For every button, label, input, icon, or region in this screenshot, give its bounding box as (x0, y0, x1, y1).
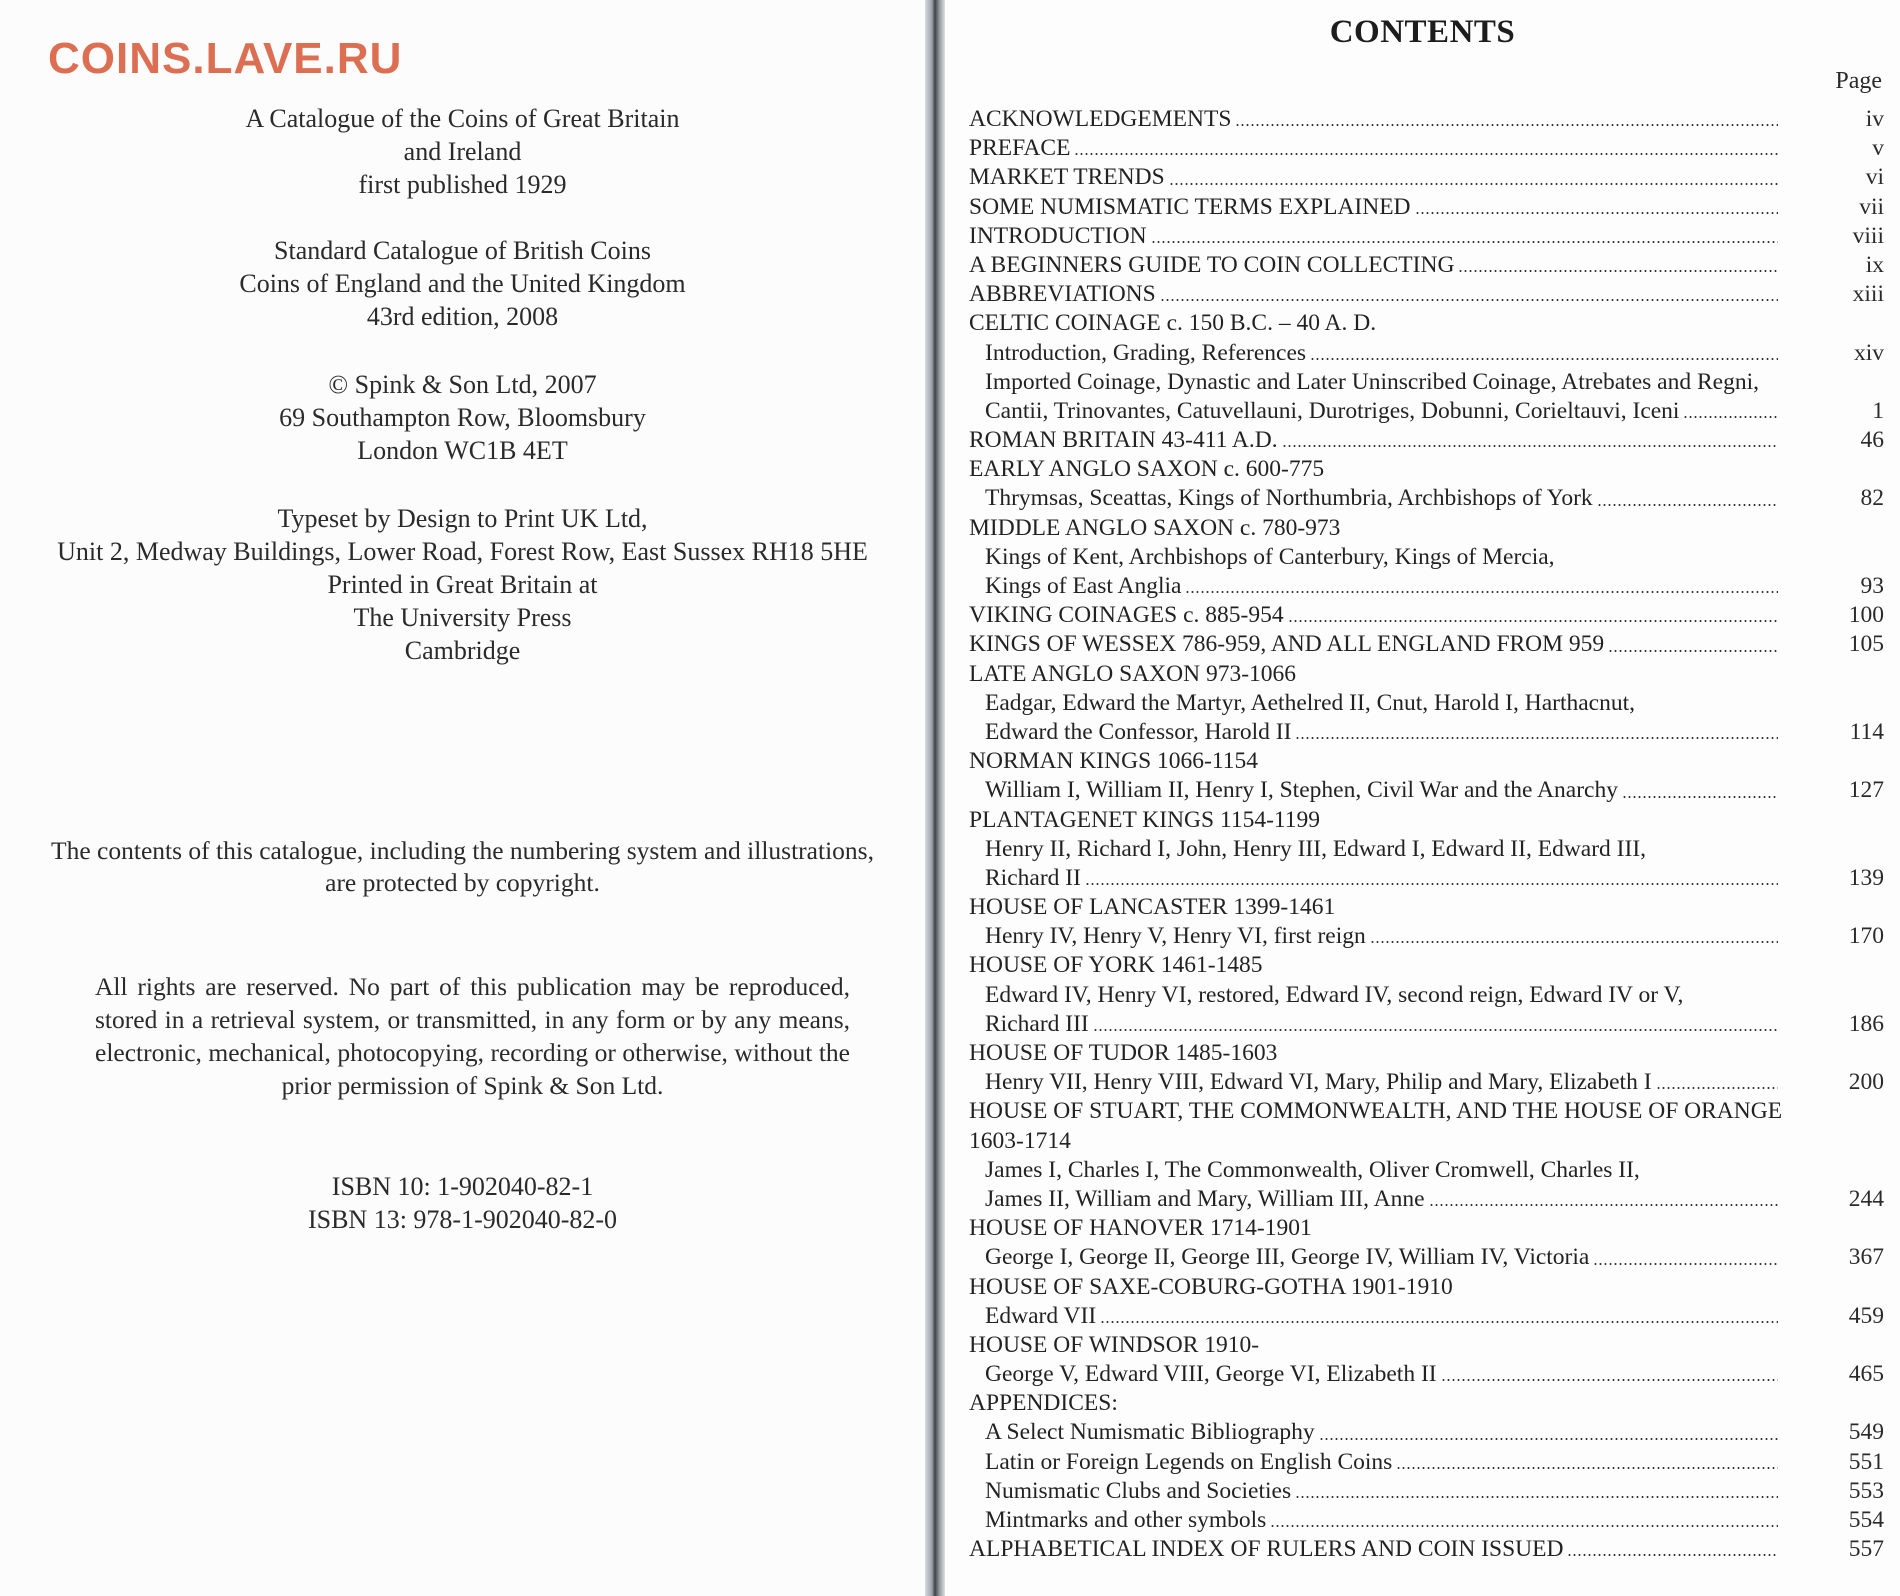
dot-leader (1441, 1378, 1778, 1382)
entry-title: CELTIC COINAGE c. 150 B.C. – 40 A. D. (969, 310, 1377, 337)
entry-title: Eadgar, Edward the Martyr, Aethelred II, Cnut, Harold I, Harthacnut, (985, 689, 1636, 716)
contents-title: CONTENTS (1329, 14, 1516, 50)
entry-title: Imported Coinage, Dynastic and Later Uninscribed Coinage, Atrebates and Regni, (985, 368, 1759, 395)
entry-line (969, 747, 1780, 776)
entry-page-number: vi (1865, 164, 1884, 191)
contents-subentry (969, 981, 1884, 1010)
entry-title: Richard III (985, 1010, 1089, 1037)
entry-page-number: viii (1852, 222, 1884, 249)
edition-line: Standard Catalogue of British Coins (274, 236, 651, 265)
dot-leader (1100, 1320, 1778, 1324)
contents-subentry (969, 1068, 1884, 1097)
contents-entry (969, 222, 1884, 251)
entry-line (985, 1156, 1780, 1185)
contents-entry (969, 1389, 1884, 1418)
entry-line (969, 1097, 1783, 1126)
right-page (945, 0, 1900, 1596)
entry-page-number: 1 (1872, 397, 1884, 424)
dot-leader (1093, 1028, 1778, 1032)
page-column-header: Page (1835, 68, 1882, 94)
entry-page-number: 465 (1848, 1361, 1884, 1388)
entry-line (969, 806, 1780, 835)
contents-subentry (969, 1010, 1884, 1039)
entry-line (969, 1273, 1780, 1302)
entry-page-number: 553 (1848, 1477, 1884, 1504)
contents-subentry (969, 1448, 1884, 1477)
edition-line: Coins of England and the United Kingdom (239, 269, 686, 298)
isbn-10: ISBN 10: 1-902040-82-1 (331, 1172, 594, 1201)
contents-entry (969, 806, 1884, 835)
entry-page-number: v (1872, 135, 1884, 162)
entry-page-number: xiii (1852, 281, 1884, 308)
entry-line (969, 660, 1780, 689)
contents-entry (969, 514, 1884, 543)
entry-line (969, 1389, 1780, 1418)
contents-subentry (969, 1506, 1884, 1535)
entry-page-number: 139 (1848, 864, 1884, 891)
entry-line (985, 718, 1780, 747)
contents-subentry (969, 572, 1884, 601)
entry-line (969, 105, 1780, 134)
contents-subentry (969, 689, 1884, 718)
printer-line: Typeset by Design to Print UK Ltd, (277, 504, 648, 533)
dot-leader (1295, 1495, 1778, 1499)
dot-leader (1593, 1262, 1778, 1266)
entry-title: INTRODUCTION (969, 222, 1147, 249)
dot-leader (1295, 736, 1778, 740)
dot-leader (1169, 182, 1778, 186)
contents-subentry (969, 835, 1884, 864)
entry-page-number: 93 (1860, 573, 1884, 599)
entry-line (969, 1331, 1780, 1360)
entry-page-number: 551 (1848, 1448, 1884, 1475)
entry-title: Richard II (985, 864, 1081, 891)
entry-title: MARKET TRENDS (969, 164, 1165, 191)
dot-leader (1160, 298, 1778, 302)
entry-page-number: 170 (1848, 923, 1884, 950)
entry-line (969, 251, 1780, 280)
contents-entry (969, 1214, 1884, 1243)
entry-line (985, 397, 1780, 426)
entry-title: ROMAN BRITAIN 43-411 A.D. (969, 427, 1278, 454)
contents-entry (969, 1039, 1884, 1068)
contents-entry (969, 1331, 1884, 1360)
entry-page-number: 244 (1848, 1185, 1884, 1212)
contents-subentry (969, 1185, 1884, 1214)
entry-page-number: iv (1865, 106, 1884, 132)
entry-line (985, 368, 1780, 397)
dot-leader (1597, 503, 1778, 507)
entry-page-number: 367 (1848, 1244, 1884, 1271)
entry-title: APPENDICES: (969, 1390, 1118, 1417)
entry-page-number: 100 (1848, 602, 1884, 629)
entry-title: Thrymsas, Sceattas, Kings of Northumbria, Archbishops of York (985, 485, 1593, 512)
publisher-info (0, 368, 925, 467)
edition-line: 43rd edition, 2008 (366, 302, 559, 331)
entry-title: Cantii, Trinovantes, Catuvellauni, Durotriges, Dobunni, Corieltauvi, Iceni (985, 397, 1680, 424)
dot-leader (1310, 357, 1778, 361)
contents-subentry (969, 397, 1884, 426)
contents-entry (969, 455, 1884, 484)
entry-line (969, 630, 1780, 659)
contents-entry (969, 105, 1884, 134)
contents-entry (969, 1127, 1884, 1156)
entry-line (985, 543, 1780, 572)
dot-leader (1683, 415, 1778, 419)
contents-entry (969, 630, 1884, 659)
entry-line (985, 689, 1780, 718)
dot-leader (1282, 444, 1778, 448)
entry-title: Kings of Kent, Archbishops of Canterbury, Kings of Mercia, (985, 543, 1555, 570)
entry-title: Henry VII, Henry VIII, Edward VI, Mary, Philip and Mary, Elizabeth I (985, 1069, 1652, 1096)
dot-leader (1270, 1524, 1778, 1528)
entry-line (985, 1243, 1780, 1272)
contents-entry (969, 893, 1884, 922)
contents-entry (969, 601, 1884, 630)
entry-page-number: 105 (1848, 631, 1884, 658)
contents-entry (969, 134, 1884, 163)
entry-title: 1603-1714 (969, 1127, 1071, 1154)
entry-title: Kings of East Anglia (985, 573, 1182, 599)
entry-page-number: 459 (1848, 1302, 1884, 1329)
dot-leader (1085, 882, 1778, 886)
copyright-line: are protected by copyright. (325, 868, 600, 897)
contents-subentry (969, 484, 1884, 513)
catalogue-line: A Catalogue of the Coins of Great Britain (245, 104, 680, 133)
contents-subentry (969, 1302, 1884, 1331)
publisher-line: 69 Southampton Row, Bloomsbury (279, 403, 646, 432)
dot-leader (1074, 152, 1778, 156)
contents-entry (969, 951, 1884, 980)
entry-line (985, 484, 1780, 513)
entry-line (969, 163, 1780, 192)
dot-leader (1608, 649, 1778, 653)
catalogue-line: and Ireland (403, 137, 522, 166)
entry-title: VIKING COINAGES c. 885-954 (969, 602, 1284, 629)
entry-page-number: 82 (1860, 485, 1884, 512)
entry-line (969, 601, 1780, 630)
entry-title: George V, Edward VIII, George VI, Elizabeth II (985, 1361, 1437, 1388)
left-page (0, 0, 925, 1596)
entry-title: Latin or Foreign Legends on English Coins (985, 1448, 1393, 1475)
contents-subentry (969, 1360, 1884, 1389)
dot-leader (1415, 211, 1778, 215)
entry-line (969, 193, 1780, 222)
dot-leader (1370, 940, 1778, 944)
entry-title: HOUSE OF LANCASTER 1399-1461 (969, 894, 1336, 921)
entry-line (985, 339, 1780, 368)
entry-line (969, 280, 1780, 309)
entry-line (985, 835, 1780, 864)
contents-subentry (969, 718, 1884, 747)
entry-line (985, 776, 1780, 805)
entry-line (985, 922, 1780, 951)
printer-line: The University Press (353, 603, 572, 632)
entry-title: Edward IV, Henry VI, restored, Edward IV, second reign, Edward IV or V, (985, 981, 1684, 1008)
entry-line (969, 1535, 1780, 1564)
publisher-line: London WC1B 4ET (357, 436, 568, 465)
contents-entry (969, 1535, 1884, 1564)
contents-subentry (969, 1418, 1884, 1447)
entry-page-number: 114 (1849, 718, 1884, 745)
entry-line (985, 572, 1780, 601)
entry-title: Edward the Confessor, Harold II (985, 718, 1292, 745)
rights-paragraph: All rights are reserved. No part of this publication may be reproduced, stored in a retrieval system, or transmitted, in any form or by any means, electronic, mechanical, photocopying, recording or otherwise, without the prior permission of Spink & Son Ltd. (95, 972, 850, 1100)
contents-subentry (969, 543, 1884, 572)
printer-line: Cambridge (404, 636, 521, 665)
entry-line (985, 1010, 1780, 1039)
entry-title: HOUSE OF YORK 1461-1485 (969, 952, 1263, 979)
entry-page-number: vii (1859, 193, 1884, 220)
entry-page-number: 549 (1848, 1419, 1884, 1446)
dot-leader (1396, 1466, 1778, 1470)
entry-page-number: 127 (1848, 777, 1884, 804)
entry-page-number: 554 (1848, 1507, 1884, 1533)
entry-line (985, 1418, 1780, 1447)
isbn-13: ISBN 13: 978-1-902040-82-0 (307, 1205, 618, 1234)
contents-subentry (969, 1243, 1884, 1272)
entry-page-number: 200 (1848, 1069, 1884, 1096)
printer-line: Unit 2, Medway Buildings, Lower Road, Forest Row, East Sussex RH18 5HE (57, 537, 868, 566)
entry-line (985, 981, 1780, 1010)
contents-entry (969, 309, 1884, 338)
entry-title: Numismatic Clubs and Societies (985, 1477, 1292, 1504)
edition-info (0, 234, 925, 333)
catalogue-line: first published 1929 (358, 170, 567, 199)
entry-title: HOUSE OF TUDOR 1485-1603 (969, 1040, 1278, 1066)
contents-entry (969, 1097, 1884, 1126)
printer-line: Printed in Great Britain at (327, 570, 598, 599)
entry-line (985, 1360, 1780, 1389)
dot-leader (1235, 123, 1778, 127)
entry-title: Edward VII (985, 1302, 1097, 1329)
dot-leader (1319, 1437, 1778, 1441)
printer-info (0, 502, 925, 667)
entry-title: LATE ANGLO SAXON 973-1066 (969, 660, 1297, 687)
contents-list (969, 105, 1884, 1564)
copyright-notice (0, 835, 925, 899)
entry-line (985, 1185, 1780, 1214)
contents-subentry (969, 922, 1884, 951)
entry-title: HOUSE OF STUART, THE COMMONWEALTH, AND THE HOUSE OF ORANGE (969, 1098, 1783, 1125)
entry-title: SOME NUMISMATIC TERMS EXPLAINED (969, 193, 1411, 220)
entry-line (985, 1302, 1780, 1331)
entry-title: NORMAN KINGS 1066-1154 (969, 748, 1258, 775)
entry-line (969, 134, 1780, 163)
entry-page-number: ix (1865, 251, 1884, 278)
entry-title: EARLY ANGLO SAXON c. 600-775 (969, 456, 1325, 483)
contents-subentry (969, 864, 1884, 893)
entry-title: MIDDLE ANGLO SAXON c. 780-973 (969, 514, 1341, 541)
entry-line (969, 514, 1780, 543)
contents-entry (969, 251, 1884, 280)
contents-entry (969, 426, 1884, 455)
dot-leader (1151, 240, 1778, 244)
contents-subentry (969, 1156, 1884, 1185)
entry-page-number: 186 (1848, 1010, 1884, 1037)
rights-notice (95, 970, 850, 1102)
dot-leader (1429, 1203, 1778, 1207)
entry-page-number: xiv (1853, 339, 1884, 366)
entry-title: HOUSE OF SAXE-COBURG-GOTHA 1901-1910 (969, 1273, 1453, 1300)
entry-page-number: 557 (1848, 1536, 1884, 1563)
entry-title: James I, Charles I, The Commonwealth, Oliver Cromwell, Charles II, (985, 1156, 1640, 1183)
contents-entry (969, 660, 1884, 689)
entry-title: Mintmarks and other symbols (985, 1507, 1267, 1533)
publisher-line: © Spink & Son Ltd, 2007 (328, 370, 597, 399)
contents-entry (969, 280, 1884, 309)
entry-title: Henry II, Richard I, John, Henry III, Edward I, Edward II, Edward III, (985, 835, 1647, 862)
entry-title: William I, William II, Henry I, Stephen, Civil War and the Anarchy (985, 777, 1618, 804)
entry-line (985, 1506, 1780, 1535)
entry-title: James II, William and Mary, William III, Anne (985, 1185, 1425, 1212)
site-watermark: COINS.LAVE.RU (48, 34, 403, 83)
catalogue-info (0, 102, 925, 201)
contents-subentry (969, 776, 1884, 805)
entry-title: HOUSE OF WINDSOR 1910- (969, 1331, 1260, 1358)
entry-page-number: 46 (1860, 427, 1884, 454)
entry-title: Henry IV, Henry V, Henry VI, first reign (985, 923, 1366, 950)
entry-line (969, 893, 1780, 922)
entry-line (985, 864, 1780, 893)
entry-line (969, 1039, 1780, 1068)
entry-title: A Select Numismatic Bibliography (985, 1419, 1315, 1446)
entry-line (985, 1068, 1780, 1097)
entry-title: PREFACE (969, 135, 1071, 162)
isbn-block (0, 1170, 925, 1236)
entry-title: ALPHABETICAL INDEX OF RULERS AND COIN ISSUED (969, 1536, 1564, 1563)
dot-leader (1185, 590, 1778, 594)
entry-line (985, 1448, 1780, 1477)
book-spine-gutter (925, 0, 945, 1596)
entry-line (985, 1477, 1780, 1506)
contents-entry (969, 163, 1884, 192)
entry-title: ABBREVIATIONS (969, 281, 1156, 308)
entry-line (969, 309, 1780, 338)
contents-entry (969, 747, 1884, 776)
contents-subentry (969, 1477, 1884, 1506)
dot-leader (1622, 795, 1778, 799)
contents-entry (969, 193, 1884, 222)
entry-line (969, 1214, 1780, 1243)
entry-line (969, 1127, 1780, 1156)
dot-leader (1567, 1553, 1778, 1557)
entry-title: PLANTAGENET KINGS 1154-1199 (969, 806, 1321, 833)
dot-leader (1288, 619, 1778, 623)
entry-title: Introduction, Grading, References (985, 339, 1307, 366)
copyright-line: The contents of this catalogue, including the numbering system and illustrations, (51, 836, 874, 865)
entry-title: KINGS OF WESSEX 786-959, AND ALL ENGLAND FROM 959 (969, 631, 1605, 658)
entry-line (969, 455, 1780, 484)
dot-leader (1656, 1086, 1778, 1090)
contents-subentry (969, 339, 1884, 368)
entry-line (969, 222, 1780, 251)
entry-title: A BEGINNERS GUIDE TO COIN COLLECTING (969, 251, 1455, 278)
dot-leader (1458, 269, 1778, 273)
contents-entry (969, 1273, 1884, 1302)
entry-title: HOUSE OF HANOVER 1714-1901 (969, 1215, 1312, 1242)
entry-line (969, 951, 1780, 980)
entry-line (969, 426, 1780, 455)
entry-title: George I, George II, George III, George IV, William IV, Victoria (985, 1244, 1590, 1271)
contents-subentry (969, 368, 1884, 397)
entry-title: ACKNOWLEDGEMENTS (969, 106, 1232, 132)
